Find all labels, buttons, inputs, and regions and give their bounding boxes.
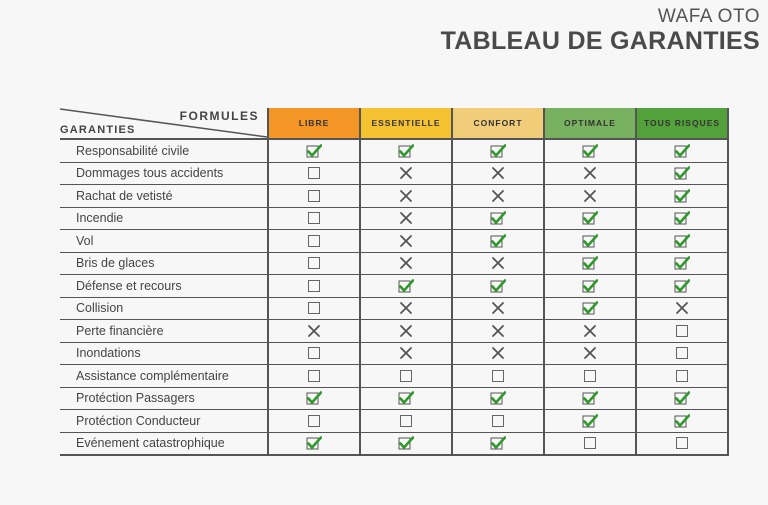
- coverage-cell: [544, 387, 636, 410]
- formule-label: ESSENTIELLE: [371, 118, 441, 128]
- formule-header-libre: [268, 108, 360, 139]
- coverage-cell: [452, 365, 544, 388]
- cross-icon: [490, 301, 506, 315]
- empty-box-icon: [306, 166, 322, 180]
- coverage-cell: [544, 252, 636, 275]
- empty-box-icon: [582, 369, 598, 383]
- coverage-cell: [636, 162, 728, 185]
- coverage-cell: [452, 387, 544, 410]
- table-row: [60, 185, 728, 208]
- empty-box-icon: [306, 346, 322, 360]
- table-row: [60, 230, 728, 253]
- cross-icon: [306, 324, 322, 338]
- coverage-cell: [544, 162, 636, 185]
- empty-box-icon: [398, 369, 414, 383]
- table-row: [60, 139, 728, 162]
- empty-box-icon: [306, 256, 322, 270]
- coverage-cell: [544, 230, 636, 253]
- check-icon: [490, 234, 506, 248]
- coverage-cell: [360, 342, 452, 365]
- check-icon: [582, 256, 598, 270]
- garantie-label: Rachat de vetisté: [60, 185, 268, 208]
- coverage-cell: [636, 139, 728, 162]
- coverage-cell: [636, 230, 728, 253]
- empty-box-icon: [674, 346, 690, 360]
- cross-icon: [582, 324, 598, 338]
- coverage-cell: [636, 365, 728, 388]
- table-row: [60, 297, 728, 320]
- coverage-cell: [268, 297, 360, 320]
- check-icon: [490, 144, 506, 158]
- coverage-cell: [636, 320, 728, 343]
- coverage-cell: [360, 207, 452, 230]
- coverage-cell: [360, 387, 452, 410]
- cross-icon: [490, 346, 506, 360]
- formule-label: TOUS RISQUES: [643, 118, 721, 128]
- cross-icon: [398, 324, 414, 338]
- formule-label: LIBRE: [298, 118, 330, 128]
- cross-icon: [582, 166, 598, 180]
- coverage-cell: [544, 342, 636, 365]
- garantie-label: Evénement catastrophique: [60, 432, 268, 455]
- coverage-cell: [268, 432, 360, 455]
- coverage-cell: [636, 387, 728, 410]
- empty-box-icon: [306, 279, 322, 293]
- empty-box-icon: [398, 414, 414, 428]
- coverage-cell: [360, 162, 452, 185]
- check-icon: [674, 414, 690, 428]
- check-icon: [490, 279, 506, 293]
- garanties-table: [60, 108, 729, 456]
- coverage-cell: [268, 252, 360, 275]
- coverage-cell: [636, 297, 728, 320]
- coverage-cell: [544, 185, 636, 208]
- empty-box-icon: [582, 436, 598, 450]
- coverage-cell: [360, 252, 452, 275]
- coverage-cell: [636, 252, 728, 275]
- table-row: [60, 275, 728, 298]
- check-icon: [674, 391, 690, 405]
- coverage-cell: [360, 297, 452, 320]
- coverage-cell: [360, 320, 452, 343]
- formules-label: FORMULES: [179, 109, 259, 123]
- table-row: [60, 162, 728, 185]
- coverage-cell: [360, 275, 452, 298]
- cross-icon: [398, 256, 414, 270]
- check-icon: [674, 234, 690, 248]
- cross-icon: [398, 211, 414, 225]
- coverage-cell: [636, 275, 728, 298]
- check-icon: [398, 279, 414, 293]
- coverage-cell: [636, 207, 728, 230]
- coverage-cell: [544, 139, 636, 162]
- coverage-cell: [268, 230, 360, 253]
- coverage-cell: [636, 432, 728, 455]
- check-icon: [582, 414, 598, 428]
- table-row: [60, 320, 728, 343]
- cross-icon: [582, 346, 598, 360]
- formule-label: CONFORT: [473, 118, 523, 128]
- table-row: [60, 207, 728, 230]
- garantie-label: Dommages tous accidents: [60, 162, 268, 185]
- coverage-cell: [636, 185, 728, 208]
- cross-icon: [398, 301, 414, 315]
- empty-box-icon: [490, 414, 506, 428]
- table-row: [60, 432, 728, 455]
- coverage-cell: [452, 432, 544, 455]
- coverage-cell: [268, 139, 360, 162]
- garantie-label: Défense et recours: [60, 275, 268, 298]
- check-icon: [490, 391, 506, 405]
- table-row: [60, 410, 728, 433]
- empty-box-icon: [306, 369, 322, 383]
- garantie-label: Protéction Passagers: [60, 387, 268, 410]
- coverage-cell: [268, 410, 360, 433]
- formule-header-tous-risques: [636, 108, 728, 139]
- cross-icon: [490, 189, 506, 203]
- empty-box-icon: [306, 234, 322, 248]
- check-icon: [674, 279, 690, 293]
- garantie-label: Bris de glaces: [60, 252, 268, 275]
- coverage-cell: [544, 275, 636, 298]
- check-icon: [582, 301, 598, 315]
- garantie-label: Inondations: [60, 342, 268, 365]
- coverage-cell: [268, 185, 360, 208]
- coverage-cell: [452, 185, 544, 208]
- coverage-cell: [268, 162, 360, 185]
- coverage-cell: [268, 275, 360, 298]
- coverage-cell: [452, 207, 544, 230]
- coverage-cell: [544, 410, 636, 433]
- check-icon: [674, 256, 690, 270]
- check-icon: [582, 391, 598, 405]
- empty-box-icon: [674, 436, 690, 450]
- coverage-cell: [360, 410, 452, 433]
- garantie-label: Vol: [60, 230, 268, 253]
- garantie-label: Protéction Conducteur: [60, 410, 268, 433]
- formule-header-optimale: [544, 108, 636, 139]
- cross-icon: [490, 324, 506, 338]
- garantie-label: Collision: [60, 297, 268, 320]
- cross-icon: [490, 256, 506, 270]
- empty-box-icon: [306, 211, 322, 225]
- brand-name: WAFA OTO: [657, 6, 760, 27]
- coverage-cell: [544, 297, 636, 320]
- garantie-label: Perte financière: [60, 320, 268, 343]
- coverage-cell: [268, 342, 360, 365]
- coverage-cell: [360, 432, 452, 455]
- formule-label: OPTIMALE: [564, 118, 616, 128]
- check-icon: [398, 144, 414, 158]
- coverage-cell: [452, 230, 544, 253]
- table-row: [60, 342, 728, 365]
- coverage-cell: [636, 342, 728, 365]
- formule-header-confort: [452, 108, 544, 139]
- cross-icon: [398, 346, 414, 360]
- coverage-cell: [452, 342, 544, 365]
- empty-box-icon: [306, 189, 322, 203]
- empty-box-icon: [306, 414, 322, 428]
- coverage-cell: [452, 410, 544, 433]
- check-icon: [582, 234, 598, 248]
- empty-box-icon: [674, 324, 690, 338]
- check-icon: [398, 436, 414, 450]
- empty-box-icon: [490, 369, 506, 383]
- coverage-cell: [636, 410, 728, 433]
- coverage-cell: [360, 365, 452, 388]
- check-icon: [582, 211, 598, 225]
- coverage-cell: [452, 162, 544, 185]
- check-icon: [490, 436, 506, 450]
- coverage-cell: [544, 432, 636, 455]
- cross-icon: [490, 166, 506, 180]
- garantie-label: Assistance complémentaire: [60, 365, 268, 388]
- check-icon: [582, 144, 598, 158]
- corner-header: [60, 108, 268, 139]
- check-icon: [674, 189, 690, 203]
- cross-icon: [398, 234, 414, 248]
- check-icon: [674, 144, 690, 158]
- brand-header: [441, 6, 760, 54]
- table-row: [60, 252, 728, 275]
- coverage-cell: [360, 185, 452, 208]
- coverage-cell: [452, 297, 544, 320]
- coverage-cell: [544, 320, 636, 343]
- check-icon: [306, 144, 322, 158]
- formule-header-essentielle: [360, 108, 452, 139]
- check-icon: [398, 391, 414, 405]
- cross-icon: [398, 189, 414, 203]
- table-body: [60, 139, 728, 455]
- table-header-row: [60, 108, 728, 139]
- empty-box-icon: [306, 301, 322, 315]
- garantie-label: Incendie: [60, 207, 268, 230]
- garanties-label: GARANTIES: [60, 124, 136, 136]
- garantie-label: Responsabilité civile: [60, 139, 268, 162]
- table-row: [60, 365, 728, 388]
- check-icon: [306, 436, 322, 450]
- coverage-cell: [268, 365, 360, 388]
- coverage-cell: [452, 320, 544, 343]
- coverage-cell: [268, 387, 360, 410]
- coverage-cell: [360, 139, 452, 162]
- coverage-cell: [544, 365, 636, 388]
- check-icon: [306, 391, 322, 405]
- table-row: [60, 387, 728, 410]
- coverage-cell: [268, 207, 360, 230]
- coverage-cell: [544, 207, 636, 230]
- check-icon: [582, 279, 598, 293]
- cross-icon: [674, 301, 690, 315]
- coverage-cell: [452, 139, 544, 162]
- coverage-cell: [452, 275, 544, 298]
- empty-box-icon: [674, 369, 690, 383]
- coverage-cell: [452, 252, 544, 275]
- cross-icon: [582, 189, 598, 203]
- check-icon: [674, 166, 690, 180]
- coverage-cell: [360, 230, 452, 253]
- check-icon: [490, 211, 506, 225]
- check-icon: [674, 211, 690, 225]
- coverage-cell: [268, 320, 360, 343]
- cross-icon: [398, 166, 414, 180]
- page-title: TABLEAU DE GARANTIES: [440, 27, 760, 55]
